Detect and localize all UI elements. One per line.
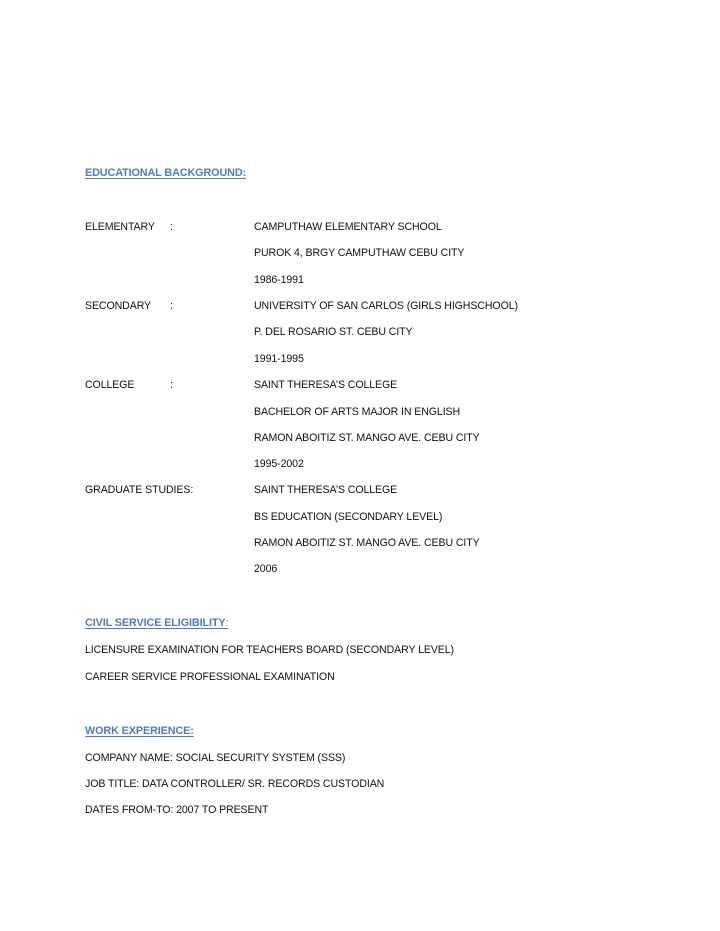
civil-service-item: LICENSURE EXAMINATION FOR TEACHERS BOARD (SECONDARY LEVEL) [85, 644, 454, 656]
education-heading: EDUCATIONAL BACKGROUND: [85, 167, 247, 179]
education-colon: : [170, 221, 173, 233]
education-value: P. DEL ROSARIO ST. CEBU CITY [254, 326, 413, 338]
civil-service-heading-colon: : [225, 617, 229, 629]
work-dates: DATES FROM-TO: 2007 TO PRESENT [85, 804, 269, 816]
education-label-college: COLLEGE [85, 379, 135, 391]
education-label-secondary: SECONDARY [85, 300, 152, 312]
education-value: SAINT THERESA’S COLLEGE [254, 484, 398, 496]
education-colon: : [170, 300, 173, 312]
civil-service-heading [85, 616, 228, 630]
education-value: 1986-1991 [254, 274, 304, 286]
education-value: 1991-1995 [254, 353, 304, 365]
work-experience-heading: WORK EXPERIENCE: [85, 725, 194, 737]
education-value: 1995-2002 [254, 458, 304, 470]
education-colon: : [170, 379, 173, 391]
work-job-title: JOB TITLE: DATA CONTROLLER/ SR. RECORDS CUSTODIAN [85, 778, 385, 790]
education-value: BS EDUCATION (SECONDARY LEVEL) [254, 511, 443, 523]
education-label-graduate: GRADUATE STUDIES: [85, 484, 194, 496]
civil-service-item: CAREER SERVICE PROFESSIONAL EXAMINATION [85, 671, 335, 683]
education-value: RAMON ABOITIZ ST. MANGO AVE. CEBU CITY [254, 432, 480, 444]
education-value: CAMPUTHAW ELEMENTARY SCHOOL [254, 221, 442, 233]
civil-service-heading-text: CIVIL SERVICE ELIGIBILITY [85, 617, 226, 629]
work-company: COMPANY NAME: SOCIAL SECURITY SYSTEM (SSS) [85, 752, 346, 764]
education-value: RAMON ABOITIZ ST. MANGO AVE. CEBU CITY [254, 537, 480, 549]
education-value: 2006 [254, 563, 278, 575]
education-value: PUROK 4, BRGY CAMPUTHAW CEBU CITY [254, 247, 465, 259]
education-label-elementary: ELEMENTARY [85, 221, 155, 233]
education-value: UNIVERSITY OF SAN CARLOS (GIRLS HIGHSCHOOL) [254, 300, 518, 312]
education-value: BACHELOR OF ARTS MAJOR IN ENGLISH [254, 406, 461, 418]
education-value: SAINT THERESA’S COLLEGE [254, 379, 398, 391]
